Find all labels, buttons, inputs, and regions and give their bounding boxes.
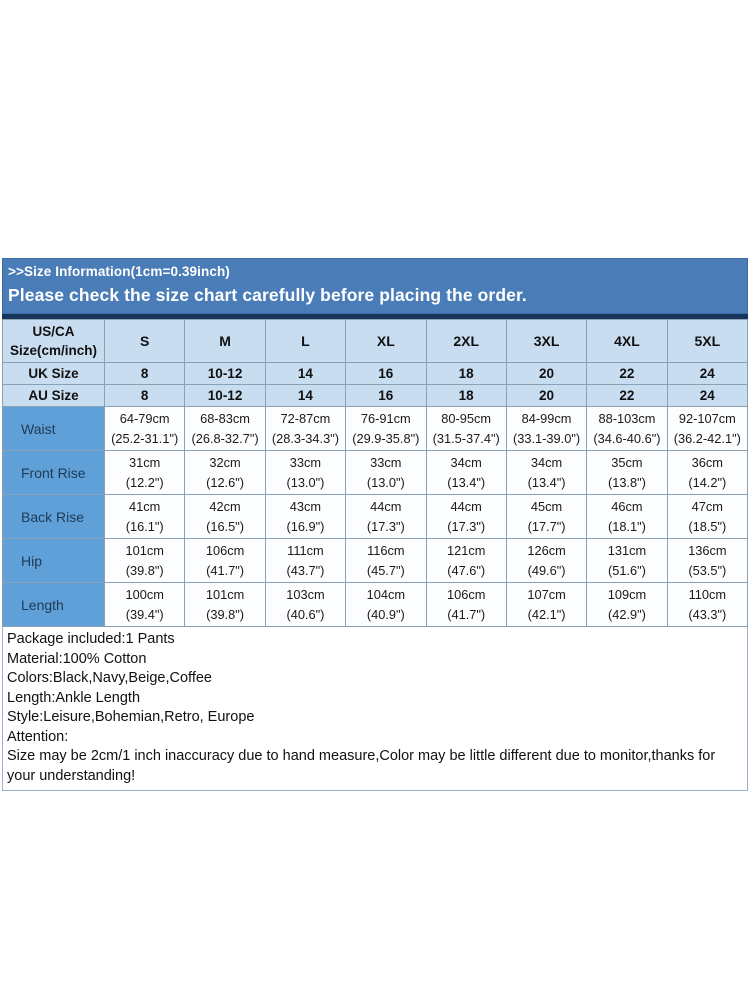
inch-value: (31.5-37.4") [432,430,500,446]
cm-value: 45cm [530,498,563,514]
au-size-cell: 18 [426,385,506,407]
cm-value: 88-103cm [598,410,656,426]
inch-value: (41.7") [447,606,486,622]
size-info-title: >>Size Information(1cm=0.39inch) [8,264,230,279]
hip-cell [506,539,586,583]
inch-value: (43.3") [688,606,727,622]
inch-value: (16.5") [206,518,245,534]
cm-value: 106cm [446,586,486,602]
length-cell [265,583,345,627]
inch-value: (53.5") [688,562,727,578]
back-rise-cell [667,495,747,539]
inch-value: (12.2") [125,474,164,490]
au-size-cell: 14 [265,385,345,407]
uk-size-cell: 8 [105,363,185,385]
column-header-3xl: 3XL [506,320,586,363]
inch-value: (26.8-32.7") [191,430,259,446]
au-size-cell: 10-12 [185,385,265,407]
inch-value: (33.1-39.0") [512,430,581,446]
au-size-cell: 22 [587,385,667,407]
column-header-xl: XL [346,320,426,363]
waist-label: Waist [3,407,105,451]
cm-value: 103cm [286,586,325,602]
au-size-label: AU Size [3,385,105,407]
package-included-line: Package included:1 Pants [7,631,175,647]
uk-size-cell: 24 [667,363,747,385]
cm-value: 72-87cm [280,410,331,426]
cm-value: 136cm [688,542,727,558]
inch-value: (39.8") [125,562,164,578]
corner-header [3,320,105,363]
inch-value: (29.9-35.8") [352,430,420,446]
waist-cell [265,407,345,451]
cm-value: 92-107cm [678,410,736,426]
attention-label: Attention: [7,728,69,745]
cm-value: 34cm [530,454,563,470]
cm-value: 116cm [367,542,405,558]
cm-value: 32cm [209,454,241,470]
inch-value: (43.7") [286,562,325,578]
front-rise-cell [667,451,747,495]
inch-value: (13.8") [607,474,646,490]
hip-row [3,539,748,583]
length-line: Length:Ankle Length [7,689,141,706]
cm-value: 111cm [287,542,324,558]
front-rise-cell [185,451,265,495]
waist-cell [587,407,667,451]
size-chart-notice: Please check the size chart carefully before placing the order. [8,285,527,305]
inch-value: (36.2-42.1") [673,430,741,446]
front-rise-cell [105,451,185,495]
back-rise-cell [506,495,586,539]
inch-value: (17.3") [447,518,486,534]
cm-value: 31cm [129,454,161,470]
back-rise-cell [265,495,345,539]
column-header-l: L [265,320,345,363]
back-rise-cell [587,495,667,539]
hip-cell [667,539,747,583]
corner-header-line2: Size(cm/inch) [9,343,98,358]
inch-value: (13.0") [366,474,405,490]
hip-cell [185,539,265,583]
length-row [3,583,748,627]
uk-size-cell: 16 [346,363,426,385]
style-line: Style:Leisure,Bohemian,Retro, Europe [7,709,255,725]
cm-value: 47cm [691,498,723,514]
length-cell [426,583,506,627]
back-rise-cell [346,495,426,539]
cm-value: 100cm [125,586,164,602]
cm-value: 68-83cm [200,410,250,426]
front-rise-cell [346,451,426,495]
inch-value: (41.7") [206,562,245,578]
cm-value: 131cm [607,542,647,558]
au-size-cell: 8 [105,385,185,407]
inch-value: (18.5") [688,518,727,534]
inch-value: (42.1") [527,606,566,622]
front-rise-label: Front Rise [3,451,105,495]
cm-value: 44cm [450,498,482,514]
cm-value: 84-99cm [521,410,572,426]
cm-value: 35cm [611,454,643,470]
inch-value: (40.6") [286,606,325,622]
uk-size-cell: 18 [426,363,506,385]
column-header-4xl: 4XL [587,320,667,363]
hip-cell [105,539,185,583]
waist-cell [667,407,747,451]
inch-value: (39.4") [125,606,164,622]
product-details [2,627,748,791]
inch-value: (49.6") [527,562,566,578]
inch-value: (14.2") [688,474,727,490]
length-cell [587,583,667,627]
cm-value: 121cm [446,542,486,558]
cm-value: 43cm [289,498,322,514]
hip-cell [265,539,345,583]
hip-label: Hip [3,539,105,583]
length-label: Length [3,583,105,627]
cm-value: 101cm [205,586,245,602]
front-rise-cell [587,451,667,495]
uk-size-cell: 20 [506,363,586,385]
cm-value: 33cm [370,454,402,470]
hip-cell [426,539,506,583]
cm-value: 80-95cm [441,410,492,426]
inch-value: (13.4") [527,474,566,490]
inch-value: (13.4") [447,474,486,490]
corner-header-line1: US/CA [32,324,75,339]
cm-value: 42cm [209,498,241,514]
waist-cell [506,407,586,451]
cm-value: 107cm [527,586,566,602]
column-header-row [3,320,748,363]
length-cell [667,583,747,627]
inch-value: (17.7") [527,518,566,534]
uk-size-cell: 22 [587,363,667,385]
cm-value: 36cm [691,454,723,470]
cm-value: 41cm [129,498,161,514]
inch-value: (18.1") [607,518,646,534]
back-rise-cell [185,495,265,539]
inch-value: (25.2-31.1") [111,430,179,446]
au-size-row [3,385,748,407]
front-rise-row [3,451,748,495]
waist-row [3,407,748,451]
inch-value: (16.9") [286,518,325,534]
cm-value: 46cm [611,498,643,514]
inch-value: (51.6") [607,562,646,578]
size-info-header [2,258,748,314]
inch-value: (28.3-34.3") [271,430,339,446]
inch-value: (17.3") [366,518,405,534]
inch-value: (13.0") [286,474,325,490]
cm-value: 44cm [370,498,402,514]
length-cell [185,583,265,627]
front-rise-cell [426,451,506,495]
uk-size-cell: 10-12 [185,363,265,385]
cm-value: 101cm [125,542,164,558]
length-cell [105,583,185,627]
front-rise-cell [506,451,586,495]
inch-value: (12.6") [206,474,245,490]
cm-value: 126cm [527,542,566,558]
length-cell [346,583,426,627]
waist-cell [185,407,265,451]
au-size-cell: 16 [346,385,426,407]
size-table [2,319,748,627]
cm-value: 33cm [289,454,322,470]
inch-value: (47.6") [447,562,486,578]
uk-size-cell: 14 [265,363,345,385]
inch-value: (40.9") [366,606,405,622]
back-rise-cell [105,495,185,539]
column-header-s: S [105,320,185,363]
column-header-m: M [185,320,265,363]
colors-line: Colors:Black,Navy,Beige,Coffee [7,670,212,686]
cm-value: 76-91cm [360,410,411,426]
uk-size-row [3,363,748,385]
material-line: Material:100% Cotton [7,650,147,667]
back-rise-cell [426,495,506,539]
front-rise-cell [265,451,345,495]
back-rise-row [3,495,748,539]
hip-cell [346,539,426,583]
inch-value: (34.6-40.6") [593,430,661,446]
hip-cell [587,539,667,583]
inch-value: (39.8") [206,606,245,622]
cm-value: 109cm [607,586,647,602]
au-size-cell: 20 [506,385,586,407]
column-header-2xl: 2XL [426,320,506,363]
cm-value: 104cm [366,586,406,602]
waist-cell [105,407,185,451]
cm-value: 110cm [688,586,727,602]
uk-size-label: UK Size [3,363,105,385]
inch-value: (42.9") [607,606,646,622]
length-cell [506,583,586,627]
back-rise-label: Back Rise [3,495,105,539]
au-size-cell: 24 [667,385,747,407]
cm-value: 64-79cm [119,410,170,426]
disclaimer-text: Size may be 2cm/1 inch inaccuracy due to hand measure,Color may be little different due to monitor,thanks for your understanding! [7,748,716,784]
cm-value: 34cm [450,454,482,470]
waist-cell [426,407,506,451]
inch-value: (45.7") [366,562,405,578]
waist-cell [346,407,426,451]
inch-value: (16.1") [125,518,164,534]
column-header-5xl: 5XL [667,320,747,363]
cm-value: 106cm [205,542,245,558]
